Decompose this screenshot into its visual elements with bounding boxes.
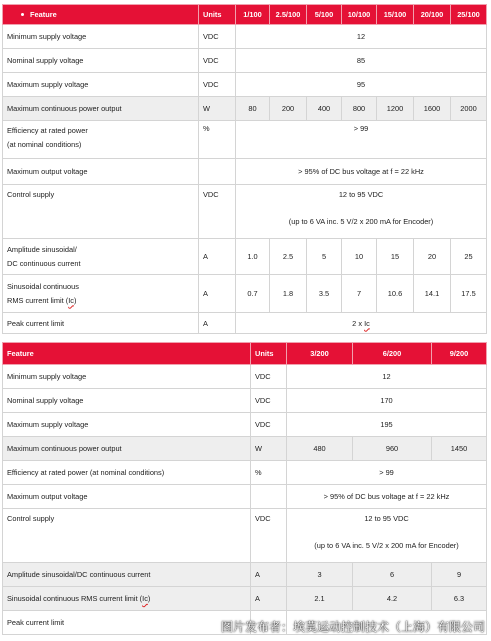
value-cell: 1.0 xyxy=(236,239,270,275)
feature-cell: Maximum output voltage xyxy=(3,159,199,185)
feature-cell: Sinusoidal continuous RMS current limit (Ic) xyxy=(3,587,251,611)
header-units: Units xyxy=(199,5,236,25)
value-cell: 17.5 xyxy=(451,275,487,313)
unit-cell: A xyxy=(199,313,236,334)
unit-cell: VDC xyxy=(199,185,236,239)
table-row xyxy=(3,121,487,159)
unit-cell: A xyxy=(251,563,287,587)
value-cell: 80 xyxy=(236,97,270,121)
feature-cell: Maximum supply voltage xyxy=(3,73,199,97)
value-cell: 200 xyxy=(270,97,307,121)
value-cell: 15 xyxy=(377,239,414,275)
table-row xyxy=(3,313,487,334)
value-cell: 85 xyxy=(236,49,487,73)
value-cell: 800 xyxy=(342,97,377,121)
table-row xyxy=(3,587,487,611)
feature-cell: Nominal supply voltage xyxy=(3,389,251,413)
value-cell xyxy=(236,185,487,239)
unit-cell: A xyxy=(251,587,287,611)
unit-cell: VDC xyxy=(251,509,287,563)
unit-cell: % xyxy=(199,121,236,159)
table-row xyxy=(3,275,487,313)
unit-cell: VDC xyxy=(251,413,287,437)
header-model: 15/100 xyxy=(377,5,414,25)
control-note: (up to 6 VA inc. 5 V/2 x 200 mA for Encoder) xyxy=(314,541,459,550)
feature-cell: Minimum supply voltage xyxy=(3,365,251,389)
feature-line: DC continuous current xyxy=(7,258,81,268)
table-row xyxy=(3,97,487,121)
table-row xyxy=(3,509,487,563)
value-cell: 7 xyxy=(342,275,377,313)
table-row xyxy=(3,365,487,389)
feature-cell: Peak current limit xyxy=(3,611,251,635)
value-cell: 14.1 xyxy=(414,275,451,313)
table-header-row xyxy=(3,5,487,25)
unit-cell: VDC xyxy=(251,389,287,413)
value-cell: 10 xyxy=(342,239,377,275)
value-cell: 2 x Ic xyxy=(236,313,487,334)
control-range: 12 to 95 VDC xyxy=(364,514,409,523)
value-cell: 6.3 xyxy=(432,587,487,611)
feature-cell: Amplitude sinusoidal/DC continuous current xyxy=(3,563,251,587)
feature-line: RMS current limit ( xyxy=(7,295,69,305)
unit-cell xyxy=(199,159,236,185)
unit-cell: VDC xyxy=(251,365,287,389)
feature-cell: Efficiency at rated power (at nominal conditions) xyxy=(3,461,251,485)
table-header-row xyxy=(3,343,487,365)
value-cell: 1450 xyxy=(432,437,487,461)
value-cell: > 99 xyxy=(236,121,487,159)
value-cell: 195 xyxy=(287,413,487,437)
table-row xyxy=(3,563,487,587)
feature-cell: Maximum supply voltage xyxy=(3,413,251,437)
feature-cell: Control supply xyxy=(3,185,199,239)
value-cell: 5 xyxy=(307,239,342,275)
header-model: 6/200 xyxy=(353,343,432,365)
value-cell: 170 xyxy=(287,389,487,413)
header-feature: Feature xyxy=(3,343,251,365)
spec-table-200v xyxy=(2,342,487,635)
header-model: 1/100 xyxy=(236,5,270,25)
publisher-watermark: 图片发布者：埃莫运动控制技术（上海）有限公司 xyxy=(220,620,485,634)
feature-cell: Maximum continuous power output xyxy=(3,437,251,461)
value-cell: 3.5 xyxy=(307,275,342,313)
header-model: 5/100 xyxy=(307,5,342,25)
value-cell: 400 xyxy=(307,97,342,121)
table-row xyxy=(3,185,487,239)
feature-line: (at nominal conditions) xyxy=(7,140,82,149)
table-row xyxy=(3,239,487,275)
value-cell: 12 xyxy=(236,25,487,49)
header-model: 9/200 xyxy=(432,343,487,365)
feature-cell xyxy=(3,121,199,159)
header-model: 25/100 xyxy=(451,5,487,25)
unit-cell: VDC xyxy=(199,73,236,97)
value-cell: 2000 xyxy=(451,97,487,121)
table-row xyxy=(3,25,487,49)
value-cell: 10.6 xyxy=(377,275,414,313)
feature-cell: Minimum supply voltage xyxy=(3,25,199,49)
value-cell: 2.5 xyxy=(270,239,307,275)
unit-cell: VDC xyxy=(199,25,236,49)
unit-cell: A xyxy=(199,275,236,313)
feature-cell: Control supply xyxy=(3,509,251,563)
current-symbol: Ic xyxy=(68,295,74,305)
header-units: Units xyxy=(251,343,287,365)
unit-cell xyxy=(251,485,287,509)
table-row xyxy=(3,73,487,97)
table-row xyxy=(3,159,487,185)
value-cell: > 95% of DC bus voltage at f = 22 kHz xyxy=(236,159,487,185)
table-row xyxy=(3,413,487,437)
unit-cell: % xyxy=(251,461,287,485)
feature-line: Sinusoidal continuous xyxy=(7,281,79,291)
feature-cell: Peak current limit xyxy=(3,313,199,334)
current-symbol: Ic xyxy=(364,318,370,328)
value-cell: 20 xyxy=(414,239,451,275)
header-feature: Feature xyxy=(3,5,199,25)
spec-table-100v xyxy=(2,4,487,334)
header-model: 2.5/100 xyxy=(270,5,307,25)
value-cell: 95 xyxy=(236,73,487,97)
unit-cell: A xyxy=(199,239,236,275)
value-cell: 0.7 xyxy=(236,275,270,313)
header-model: 3/200 xyxy=(287,343,353,365)
value-cell: 6 xyxy=(353,563,432,587)
feature-line: Efficiency at rated power xyxy=(7,126,88,135)
table-row xyxy=(3,389,487,413)
value-cell: 25 xyxy=(451,239,487,275)
value-cell: 960 xyxy=(353,437,432,461)
feature-cell xyxy=(3,239,199,275)
header-model: 10/100 xyxy=(342,5,377,25)
table-row xyxy=(3,437,487,461)
control-note: (up to 6 VA inc. 5 V/2 x 200 mA for Encoder) xyxy=(288,217,434,226)
value-cell xyxy=(287,509,487,563)
header-model: 20/100 xyxy=(414,5,451,25)
feature-cell: Maximum output voltage xyxy=(3,485,251,509)
value-cell: 2.1 xyxy=(287,587,353,611)
bullet-icon xyxy=(21,13,24,16)
unit-cell: W xyxy=(199,97,236,121)
value-cell: 1200 xyxy=(377,97,414,121)
unit-cell: VDC xyxy=(199,49,236,73)
table-row xyxy=(3,485,487,509)
value-cell: 1600 xyxy=(414,97,451,121)
feature-cell: Sinusoidal continuous RMS current limit (Ic) xyxy=(3,275,199,313)
value-cell: > 95% of DC bus voltage at f = 22 kHz xyxy=(287,485,487,509)
unit-cell: W xyxy=(251,437,287,461)
value-cell: 9 xyxy=(432,563,487,587)
feature-line: Amplitude sinusoidal/ xyxy=(7,244,77,254)
current-symbol: Ic xyxy=(142,594,148,603)
feature-cell: Maximum continuous power output xyxy=(3,97,199,121)
value-cell: 12 xyxy=(287,365,487,389)
table-row xyxy=(3,461,487,485)
value-cell: 480 xyxy=(287,437,353,461)
value-cell: > 99 xyxy=(287,461,487,485)
value-cell: 3 xyxy=(287,563,353,587)
value-cell: 4.2 xyxy=(353,587,432,611)
control-range: 12 to 95 VDC xyxy=(338,190,384,199)
value-cell: 1.8 xyxy=(270,275,307,313)
table-row xyxy=(3,49,487,73)
feature-cell: Nominal supply voltage xyxy=(3,49,199,73)
